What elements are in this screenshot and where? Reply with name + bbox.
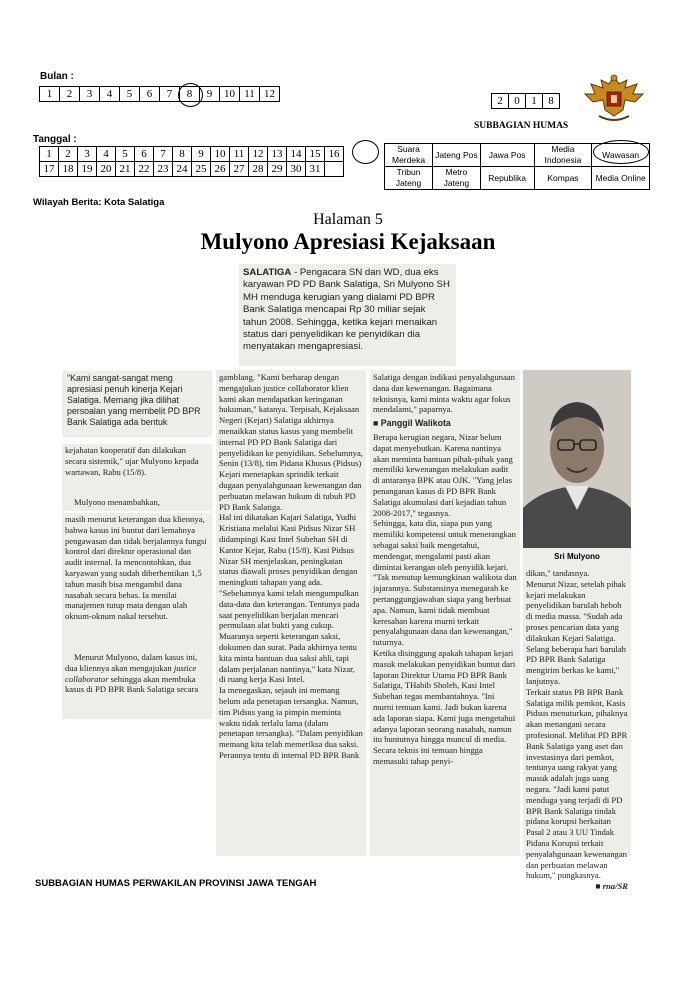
- year-grid: [491, 93, 560, 109]
- pull-quote: "Kami sangat-sangat meng apresiasi penuh kinerja Kejari Salatiga. Memang jika dilihat persoalan yang membelit PD BPR Bank Salatiga ada bentuk: [67, 373, 201, 427]
- bulan-cell: 5: [120, 87, 140, 102]
- photo-caption: Sri Mulyono: [523, 548, 631, 566]
- tanggal-cell: 13: [268, 147, 287, 162]
- tanggal-cell: 10: [211, 147, 230, 162]
- tanggal-cell: 12: [249, 147, 268, 162]
- tanggal-cell: 29: [268, 162, 287, 177]
- bulan-cell: 4: [100, 87, 120, 102]
- media-option-cell: Suara Merdeka: [385, 144, 433, 167]
- bulan-cell: 6: [140, 87, 160, 102]
- tanggal-grid: [39, 146, 344, 177]
- lead-text: - Pengacara SN dan WD, dua eks karyawan PD PD Bank Salatiga, Sri Mulyono SH MH menduga kerugian yang dialami PD BPR Bank Salatiga mencapai Rp 30 miliar sejak tahun 2008. Sehingga, ketika kejari menaikan status dari penyelidikan ke penyidikan dia menyatakan mengapresiasi.: [243, 267, 450, 353]
- col4-text: dikan," tandasnya. Menurut Nizar, setelah pihak kejari melakukan penyelidikan barulah heboh di media massa. "Sudah ada proses pencarian data yang dilakukan Kejari Salatiga. Selang beberapa hari barulah PD BPR Bank Salatiga mengirim berkas ke kami," lanjutnya. Terkait status PB BPR Bank Salatiga milik pemkot, Kasis Pidsus menuturkan, pihaknya akan menangani secara profesional. Melihat PD BPR Bank Salatiga yang aset dan investasinya dari pemkot, tentunya uang rakyat yang masuk adalah juga uang negara. "Jadi kami patut menduga yang terjadi di PD BPR Bank Salatiga tindak pidana korupsi berkaitan Pasal 2 atau 3 UU Tindak Pidana Korupsi terkait penyalahgunaan kewenangan dan perbuatan melawan hukum," pungkasnya.: [526, 568, 628, 881]
- column-2: [216, 370, 366, 856]
- tanggal-cell: 3: [78, 147, 97, 162]
- tanggal-cell: 19: [78, 162, 97, 177]
- subbagian-humas-label: SUBBAGIAN HUMAS: [474, 121, 569, 131]
- tanggal-cell: 9: [192, 147, 211, 162]
- year-cell: 2: [492, 94, 509, 109]
- article-headline: Mulyono Apresiasi Kejaksaan: [200, 229, 496, 254]
- year-cell: 1: [526, 94, 543, 109]
- media-option-cell: Jateng Pos: [433, 144, 481, 167]
- tanggal-cell: 22: [135, 162, 154, 177]
- byline: ■ rna/SR: [595, 881, 628, 892]
- tanggal-cell: 20: [97, 162, 116, 177]
- media-option-cell: Media Indonesia: [534, 144, 592, 167]
- bulan-cell: 11: [240, 87, 260, 102]
- tanggal-cell: 17: [40, 162, 59, 177]
- tanggal-cell: 15: [306, 147, 325, 162]
- media-option-cell: Tribun Jateng: [385, 167, 433, 190]
- tanggal-cell: 5: [116, 147, 135, 162]
- tanggal-cell: 31: [306, 162, 325, 177]
- tanggal-cell: 25: [192, 162, 211, 177]
- tanggal-cell: 14: [287, 147, 306, 162]
- bulan-cell: 12: [260, 87, 280, 102]
- bulan-label: Bulan :: [40, 71, 74, 82]
- media-option-cell: Kompas: [534, 167, 592, 190]
- media-option-cell: Jawa Pos: [480, 144, 534, 167]
- tanggal-cell: 27: [230, 162, 249, 177]
- bulan-grid: [39, 86, 280, 102]
- subheading-panggil-walikota: ■ Panggil Walikota: [373, 418, 451, 429]
- col2-text: gamblang. "Kami berharap dengan mengajukan justice collaborator klien kami akan mendapatkan keringanan hukuman," katanya. Terpisah, Kejaksaan Negeri (Kejari) Salatiga akhirnya menaikkan status kasus yang membelit internal PD PD Bank Salatiga dari penyelidikan ke penyidikan. Sebelumnya, Senin (13/8), tim Pidana Khusus (Pidsus) Kejari menetapkan sprindik terkait dugaan penyalahgunaan kewenangan dan perbuatan melawan hukum di tubuh PD PD Bank Salatiga. Hal ini dikatakan Kajari Salatiga, Yudhi Kristiana melalui Kasi Pidsus Nizar SH didampingi Kasi Intel Subehan SH di Kantor Kejar, Rabu (15/8). Kasi Pidsus Nizar SH menjelaskan, peningkatan status diawali proses penyidikan dengan meningkuti tahapan yang ada. "Sebelumnya kami telah mengumpulkan data-data dan keterangan. Tentunya pada saat penyelidikan berjalan mencari permulaan alat bukti yang cukup. Muaranya seperti keterangan saksi, dokumen dan surat. Pada akhirnya tentu kita minta bantuan dua saksi ahli, tapi dalam perjalanan nantinya," kata Nizar, di ruang kerja Kasi Intel. Ia menegaskan, sejauh ini memang belum ada penetapan tersangka. Namun, tim Pidsus yang ia pimpin meminta waktu tidak terlalu lama (dalam penetapan tersangka). "Dalam penyidikan memang kita telah memeriksa dua saksi. Perannya tentu di internal PD BPR Bank: [219, 372, 363, 760]
- footer-text: SUBBAGIAN HUMAS PERWAKILAN PROVINSI JAWA TENGAH: [35, 878, 317, 889]
- bulan-cell: 10: [220, 87, 240, 102]
- bulan-cell: 2: [60, 87, 80, 102]
- media-option-cell: Republika: [480, 167, 534, 190]
- tanggal-cell: 26: [211, 162, 230, 177]
- bulan-cell: 8: [180, 87, 200, 102]
- lead-clipping: [239, 264, 456, 366]
- tanggal-cell: 1: [40, 147, 59, 162]
- bulan-cell: 7: [160, 87, 180, 102]
- col3-top-text: Salatiga dengan indikasi penyalahgunaan dana dan kewenangan. Bagaimana teknisnya, kami minta waktu agar fokus mendalami," paparnya.: [373, 372, 515, 415]
- bulan-cell: 9: [200, 87, 220, 102]
- column-3: [370, 370, 520, 856]
- wilayah-berita: Wilayah Berita: Kota Salatiga: [33, 197, 165, 208]
- col1-paragraph-c: masih menurut keterangan dua kliennya, bahwa kasus ini buntut dari lemahnya pengawasan dan tidak berjalannya fungsi kontrol dari direktur operasional dan audit internal. Ia mencontohkan, dua karyawan yang sudah diberhentikan 1,5 tahun masih bisa mengambil dana nasabah secara bebas. Ia menilai manajemen tutup mata dengan ulah oknum-oknum nakal tersebut.: [65, 514, 207, 622]
- tanggal-cell: 2: [59, 147, 78, 162]
- col1-paragraph-a: kejahatan kooperatif dan dilakukan secara sistemik," ujar Mulyono kepada wartawan, Rabu (15/8).: [65, 445, 199, 477]
- col3-text: Berapa kerugian negara, Nizar belum dapat menyebutkan. Karena nantinya akan meminta bantuan pihak-pihak yang memiliki kewenangan melakukan audit di antaranya BPK atau OJK. "Yang jelas penanganan kasus di PD BPR Bank Salatiga akumulasi dari kejadian tahun 2008-2017," tegasnya. Sehingga, kata dia, siapa pun yang memiliki kompetensi untuk menerangkan sebagai saksi baik mengetahui, mendengar, mengalami pasti akan dimintai kerangan oleh penyidik kejari. "Tak menutup kemungkinan walikota dan jajarannya. Substansinya menegarah ke pertanggungjawaban siapa yang berbuat apa. Namun, kami tidak membuat keresahan karena murni terkait penyalahgunaan dana dan kewenangan," tuturnya. Ketika disinggung apakah tahapan kejari masuk melakukan penyidikan buntut dari laporan Direktur Utama PD BPR Bank Salatiga, THabib Sholeh, Kasi Intel Subehan tegas membantahnya. "Ini murni temuan kami. Jadi bukan karena ada laporan siapa. Kami juga mengetahui adanya laporan seorang nasabah, namun itu buntutnya hingga muncul di media. Secara teknis ini temuan hingga memasuki tahap penyi-: [373, 431, 517, 766]
- tanggal-cell: 11: [230, 147, 249, 162]
- col1-paragraph-b: Mulyono menambahkan,: [74, 497, 160, 507]
- tanggal-selection-circle: [352, 140, 379, 164]
- tanggal-cell: 28: [249, 162, 268, 177]
- tanggal-cell: 8: [173, 147, 192, 162]
- bulan-cell: 1: [40, 87, 60, 102]
- media-option-cell: Wawasan: [592, 144, 650, 167]
- media-option-cell: Media Online: [592, 167, 650, 190]
- tanggal-cell: [325, 162, 344, 177]
- column-4: [523, 566, 631, 892]
- year-cell: 0: [509, 94, 526, 109]
- garuda-emblem-icon: [583, 70, 645, 126]
- tanggal-cell: 21: [116, 162, 135, 177]
- col1-paragraph-d: Menurut Mulyono, dalam kasus ini, dua kliennya akan mengajukan justice collaborator sehingga akan membuka kasus di PD BPR Bank Salatiga secara: [65, 652, 199, 695]
- bulan-cell: 3: [80, 87, 100, 102]
- tanggal-cell: 7: [154, 147, 173, 162]
- pull-quote-box: [62, 371, 212, 437]
- tanggal-cell: 18: [59, 162, 78, 177]
- bulan-selection-circle: [178, 83, 203, 107]
- media-selection-circle: [593, 140, 649, 164]
- tanggal-cell: 4: [97, 147, 116, 162]
- tanggal-cell: 16: [325, 147, 344, 162]
- tanggal-cell: 23: [154, 162, 173, 177]
- halaman-label: Halaman 5: [313, 211, 383, 228]
- tanggal-cell: 24: [173, 162, 192, 177]
- media-option-cell: Metro Jateng: [433, 167, 481, 190]
- tanggal-cell: 6: [135, 147, 154, 162]
- year-cell: 8: [543, 94, 560, 109]
- tanggal-cell: 30: [287, 162, 306, 177]
- tanggal-label: Tanggal :: [33, 134, 77, 145]
- lead-dateline: SALATIGA: [243, 267, 292, 278]
- sri-mulyono-photo: [523, 370, 631, 566]
